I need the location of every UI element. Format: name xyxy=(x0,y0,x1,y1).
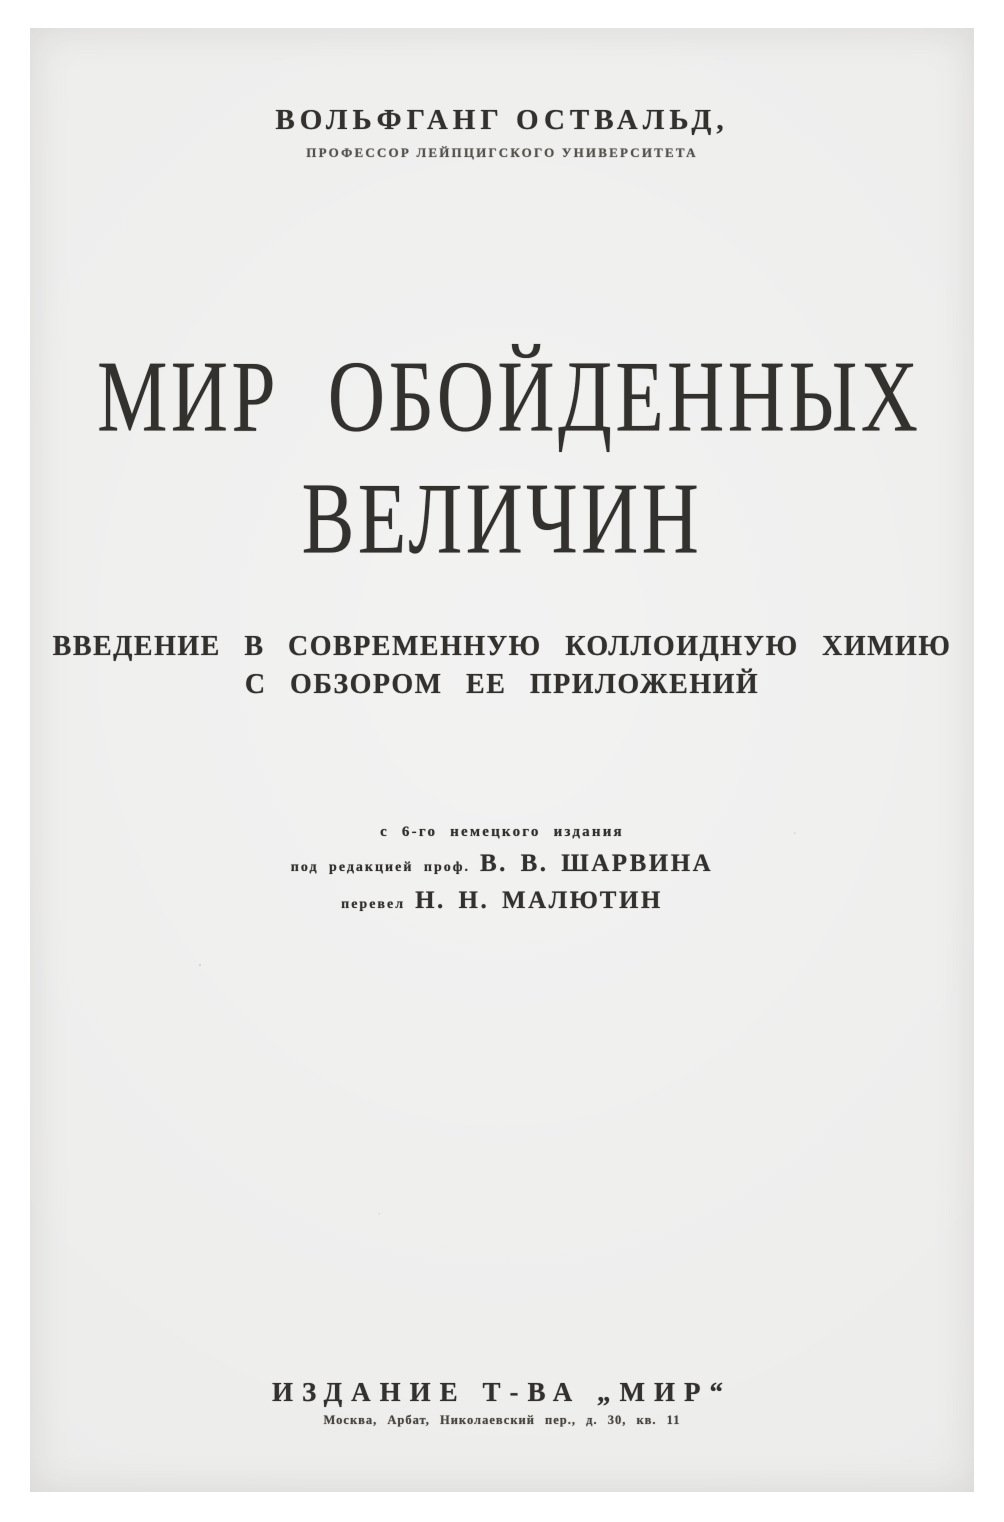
author-name: ВОЛЬФГАНГ ОСТВАЛЬД, xyxy=(275,104,729,136)
publisher-address: Москва, Арбат, Николаевский пер., д. 30, кв. 11 xyxy=(323,1413,681,1427)
book-title-line-1-text: МИР ОБОЙДЕННЫХ xyxy=(97,340,922,453)
editor-line xyxy=(30,850,974,878)
book-subtitle xyxy=(30,628,974,704)
editor-prefix: под редакцией проф. xyxy=(290,860,470,875)
edition-credits xyxy=(30,824,974,915)
edition-note: с 6-го немецкого издания xyxy=(380,824,624,840)
publisher-imprint: ИЗДАНИЕ Т-ВА „МИР“ xyxy=(272,1377,732,1407)
book-title-line-2-text: ВЕЛИЧИН xyxy=(301,462,703,575)
translator-prefix: перевел xyxy=(341,897,406,912)
subtitle-line-2: С ОБЗОРОМ ЕЕ ПРИЛОЖЕНИЙ xyxy=(244,669,760,700)
subtitle-line-1: ВВЕДЕНИЕ В СОВРЕМЕННУЮ КОЛЛОИДНУЮ ХИМИЮ xyxy=(52,631,952,662)
editor-name: В. В. ШАРВИНА xyxy=(479,850,714,877)
book-title-line-1 xyxy=(30,340,974,453)
author-role: ПРОФЕССОР ЛЕЙПЦИГСКОГО УНИВЕРСИТЕТА xyxy=(306,145,698,160)
translator-line xyxy=(30,887,974,915)
translator-name: Н. Н. МАЛЮТИН xyxy=(415,887,663,914)
book-title-line-2 xyxy=(30,462,974,575)
scanned-title-page xyxy=(30,28,974,1492)
